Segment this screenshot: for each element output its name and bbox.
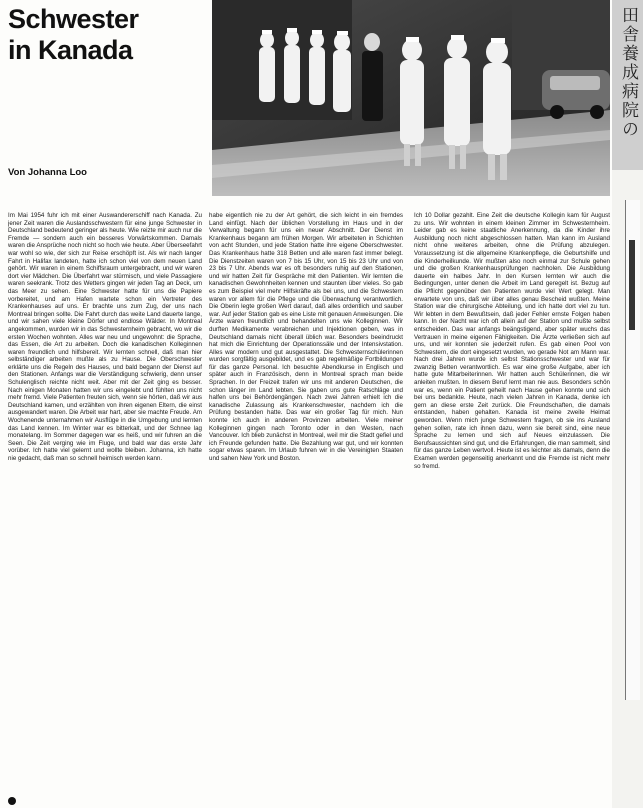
side-caption-block: [612, 0, 643, 170]
column-3-text: Ich 10 Dollar gezahlt. Eine Zeit die deutsche Kollegin kam für August zu uns. Wir wohnten in einem kleinen Zimmer im Schwesternheim. Leider gab es keine staatliche Anerkennung, da die Kinder ihre Ausbildung noch nicht abgeschlossen hatten. Man kann im Ausland nicht ohne weiteres arbeiten, ohne die Prüfung abzulegen. Voraussetzung ist die allgemeine Krankenpflege, die Geburtshilfe und die Kinderheilkunde. Wir mußten also noch einmal zur Schule gehen und die großen Krankenhausprüfungen nachholen. Die Ausbildung dauerte ein halbes Jahr. In den Kursen lernten wir auch die Bedingungen, unter denen die Arbeit im Land geregelt ist. Bezug auf die Pflicht gegenüber den Patienten wurde viel Wert gelegt. Man erwartete von uns, daß wir über alles genau Bescheid wußten. Meine Station war die chirurgische Abteilung, und ich hatte dort viel zu tun. Wir lebten in dem Bewußtsein, daß jeder Fehler ernste Folgen haben kann. In der Nacht war ich oft allein auf der Station und mußte selbst entscheiden. Das war anfangs beängstigend, aber später wuchs das Vertrauen in meine eigenen Fähigkeiten. Die Ärzte verließen sich auf uns, und wir konnten sie jederzeit rufen. Es gab einen Pool von Schwestern, die dort eingesetzt wurden, wo gerade Not am Mann war. Nach drei Jahren wurde ich selbst Stationsschwester und war für zwanzig Betten verantwortlich. Es war eine große Aufgabe, aber ich hatte gute Mitarbeiterinnen. Wir hatten auch Schülerinnen, die wir anleiten mußten. In diesem Beruf lernt man nie aus. Besonders schön war es, wenn ein Patient geheilt nach Hause gehen konnte und sich bei uns bedankte. Heute, nach vielen Jahren in Kanada, denke ich gern an diese erste Zeit zurück. Die Freundschaften, die damals entstanden, haben gehalten. Kanada ist meine zweite Heimat geworden. Wenn mich junge Schwestern fragen, ob sie ins Ausland gehen sollen, rate ich ihnen dazu, wenn sie bereit sind, eine neue Sprache zu lernen und sich auf Neues einzulassen. Die Berufsaussichten sind gut, und die Erfahrungen, die man sammelt, sind für das ganze Leben wertvoll. Heute ist es leichter als damals, denn die Examen werden gegenseitig anerkannt und die Fremde ist nicht mehr so fremd.: [414, 212, 610, 470]
text-column-1: [8, 212, 202, 802]
binding-tab: [629, 240, 635, 330]
byline: Von Johanna Loo: [8, 167, 87, 178]
nurses-photo: [212, 0, 610, 196]
page-emblem-icon: [8, 797, 16, 805]
article-title: [8, 4, 208, 66]
side-caption-text: 田舎養成病院の: [618, 6, 638, 139]
title-line-1: Schwester: [8, 4, 139, 34]
column-1-text: Im Mai 1954 fuhr ich mit einer Auswandererschiff nach Kanada. Zu jener Zeit waren die Auslandsschwestern für eine junge Schwester in Deutschland bedeutend geringer als heute. Wie reizte mir auch nur die Fremde — sondern auch ein besseres Vorwärtskommen. Damals waren die Ansprüche noch nicht so hoch wie heute. Aber Überseefahrt war wohl so wie, der sich zur Reise erschöpft ist. Als wir nach langer Fahrt in Halifax landeten, hatte ich schon viel von dem neuen Land gehört. Wir waren in einem Schiffsraum untergebracht, und wir waren dort vier Mädchen. Die Überfahrt war stürmisch, und viele Passagiere waren seekrank. Trotz des Wetters gingen wir jeden Tag an Deck, um das Meer zu sehen. Eine Schwester hatte für uns die Papiere vorbereitet, und am Hafen wartete schon ein Vertreter des Krankenhauses auf uns. Er brachte uns zum Zug, der uns nach Montreal bringen sollte. Die Fahrt durch das weite Land dauerte lange, und wir sahen viele kleine Dörfer und endlose Wälder. In Montreal angekommen, wurden wir in das Schwesternheim gebracht, wo wir die ersten Wochen wohnten. Alles war neu und ungewohnt: die Sprache, das Essen, die Art zu arbeiten. Doch die kanadischen Kolleginnen waren freundlich und hilfsbereit. Wir lernten schnell, daß man hier selbständiger arbeiten mußte als zu Hause. Die Oberschwester erklärte uns die Regeln des Hauses, und bald begann der Dienst auf den Stationen. Anfangs war die Verständigung schwierig, denn unser Schulenglisch reichte nicht weit. Aber mit der Zeit ging es besser. Nach einigen Monaten hatten wir uns eingelebt und fühlten uns nicht mehr fremd. Viele Patienten freuten sich, wenn sie hörten, daß wir aus Deutschland kamen, und erzählten von ihren eigenen Eltern, die einst ausgewandert waren. Die Arbeit war hart, aber sie machte Freude. Am Wochenende unternahmen wir Ausflüge in die Umgebung und lernten das Land kennen. Im Winter war es bitterkalt, und der Schnee lag monatelang. Im Sommer dagegen war es heiß, und wir fuhren an die Seen. Die Zeit verging wie im Fluge, und bald war das erste Jahr vorüber. Ich hatte viel gelernt und wollte bleiben. Johanna, ich hatte nie gedacht, daß man so schnell heimisch werden kann.: [8, 212, 202, 462]
text-column-3: [414, 212, 610, 802]
right-margin-strip: [612, 0, 643, 808]
column-2-text: habe eigentlich nie zu der Art gehört, die sich leicht in ein fremdes Land einfügt. Nach der üblichen Vorstellung im Haus und in der Verwaltung begann für uns ein neuer Abschnitt. Der Dienst im Krankenhaus begann am frühen Morgen. Wir arbeiteten in Schichten von acht Stunden, und jede Station hatte ihre eigene Oberschwester. Das Krankenhaus hatte 318 Betten und alle waren fast immer belegt. Die Dienstzeiten waren von 7 bis 15 Uhr, von 15 bis 23 Uhr und von 23 bis 7 Uhr. Abends war es oft besonders ruhig auf den Stationen, und wir hatten Zeit für Gespräche mit den Patienten. Wir lernten die kanadischen Gewohnheiten kennen und staunten über vieles. So gab es zum Beispiel viel mehr Hilfskräfte als bei uns, und die Schwestern waren vor allem für die Pflege und die Überwachung verantwortlich. Die Oberin legte großen Wert darauf, daß alles ordentlich und sauber war. Auf jeder Station gab es eine Liste mit genauen Anweisungen. Die Ärzte waren freundlich und behandelten uns wie Kolleginnen. Wir durften Medikamente verabreichen und Injektionen geben, was in Deutschland damals nicht überall üblich war. Besonders beeindruckt hat mich die Einrichtung der Operationssäle und der Intensivstation. Alles war modern und gut ausgestattet. Die Schwesternschülerinnen wurden sorgfältig ausgebildet, und es gab regelmäßige Fortbildungen für das ganze Personal. Ich besuchte Abendkurse in Englisch und später auch in Französisch, denn in Montreal sprach man beide Sprachen. In der Freizeit trafen wir uns mit anderen Deutschen, die schon länger im Land lebten. Sie gaben uns gute Ratschläge und halfen uns bei Behördengängen. Nach zwei Jahren erhielt ich die kanadische Zulassung als Krankenschwester, nachdem ich die Prüfung bestanden hatte. Das war ein großer Tag für mich. Nun konnte ich auch in anderen Provinzen arbeiten. Viele meiner Kolleginnen gingen nach Toronto oder in den Westen, nach Vancouver. Ich blieb zunächst in Montreal, weil mir die Stadt gefiel und ich Freunde gefunden hatte. Die Bezahlung war gut, und wir konnten sogar etwas sparen. Im Urlaub fuhren wir in die Vereinigten Staaten und sahen New York und Boston.: [209, 212, 403, 462]
title-line-2: in Kanada: [8, 35, 133, 65]
text-column-2: [209, 212, 403, 802]
